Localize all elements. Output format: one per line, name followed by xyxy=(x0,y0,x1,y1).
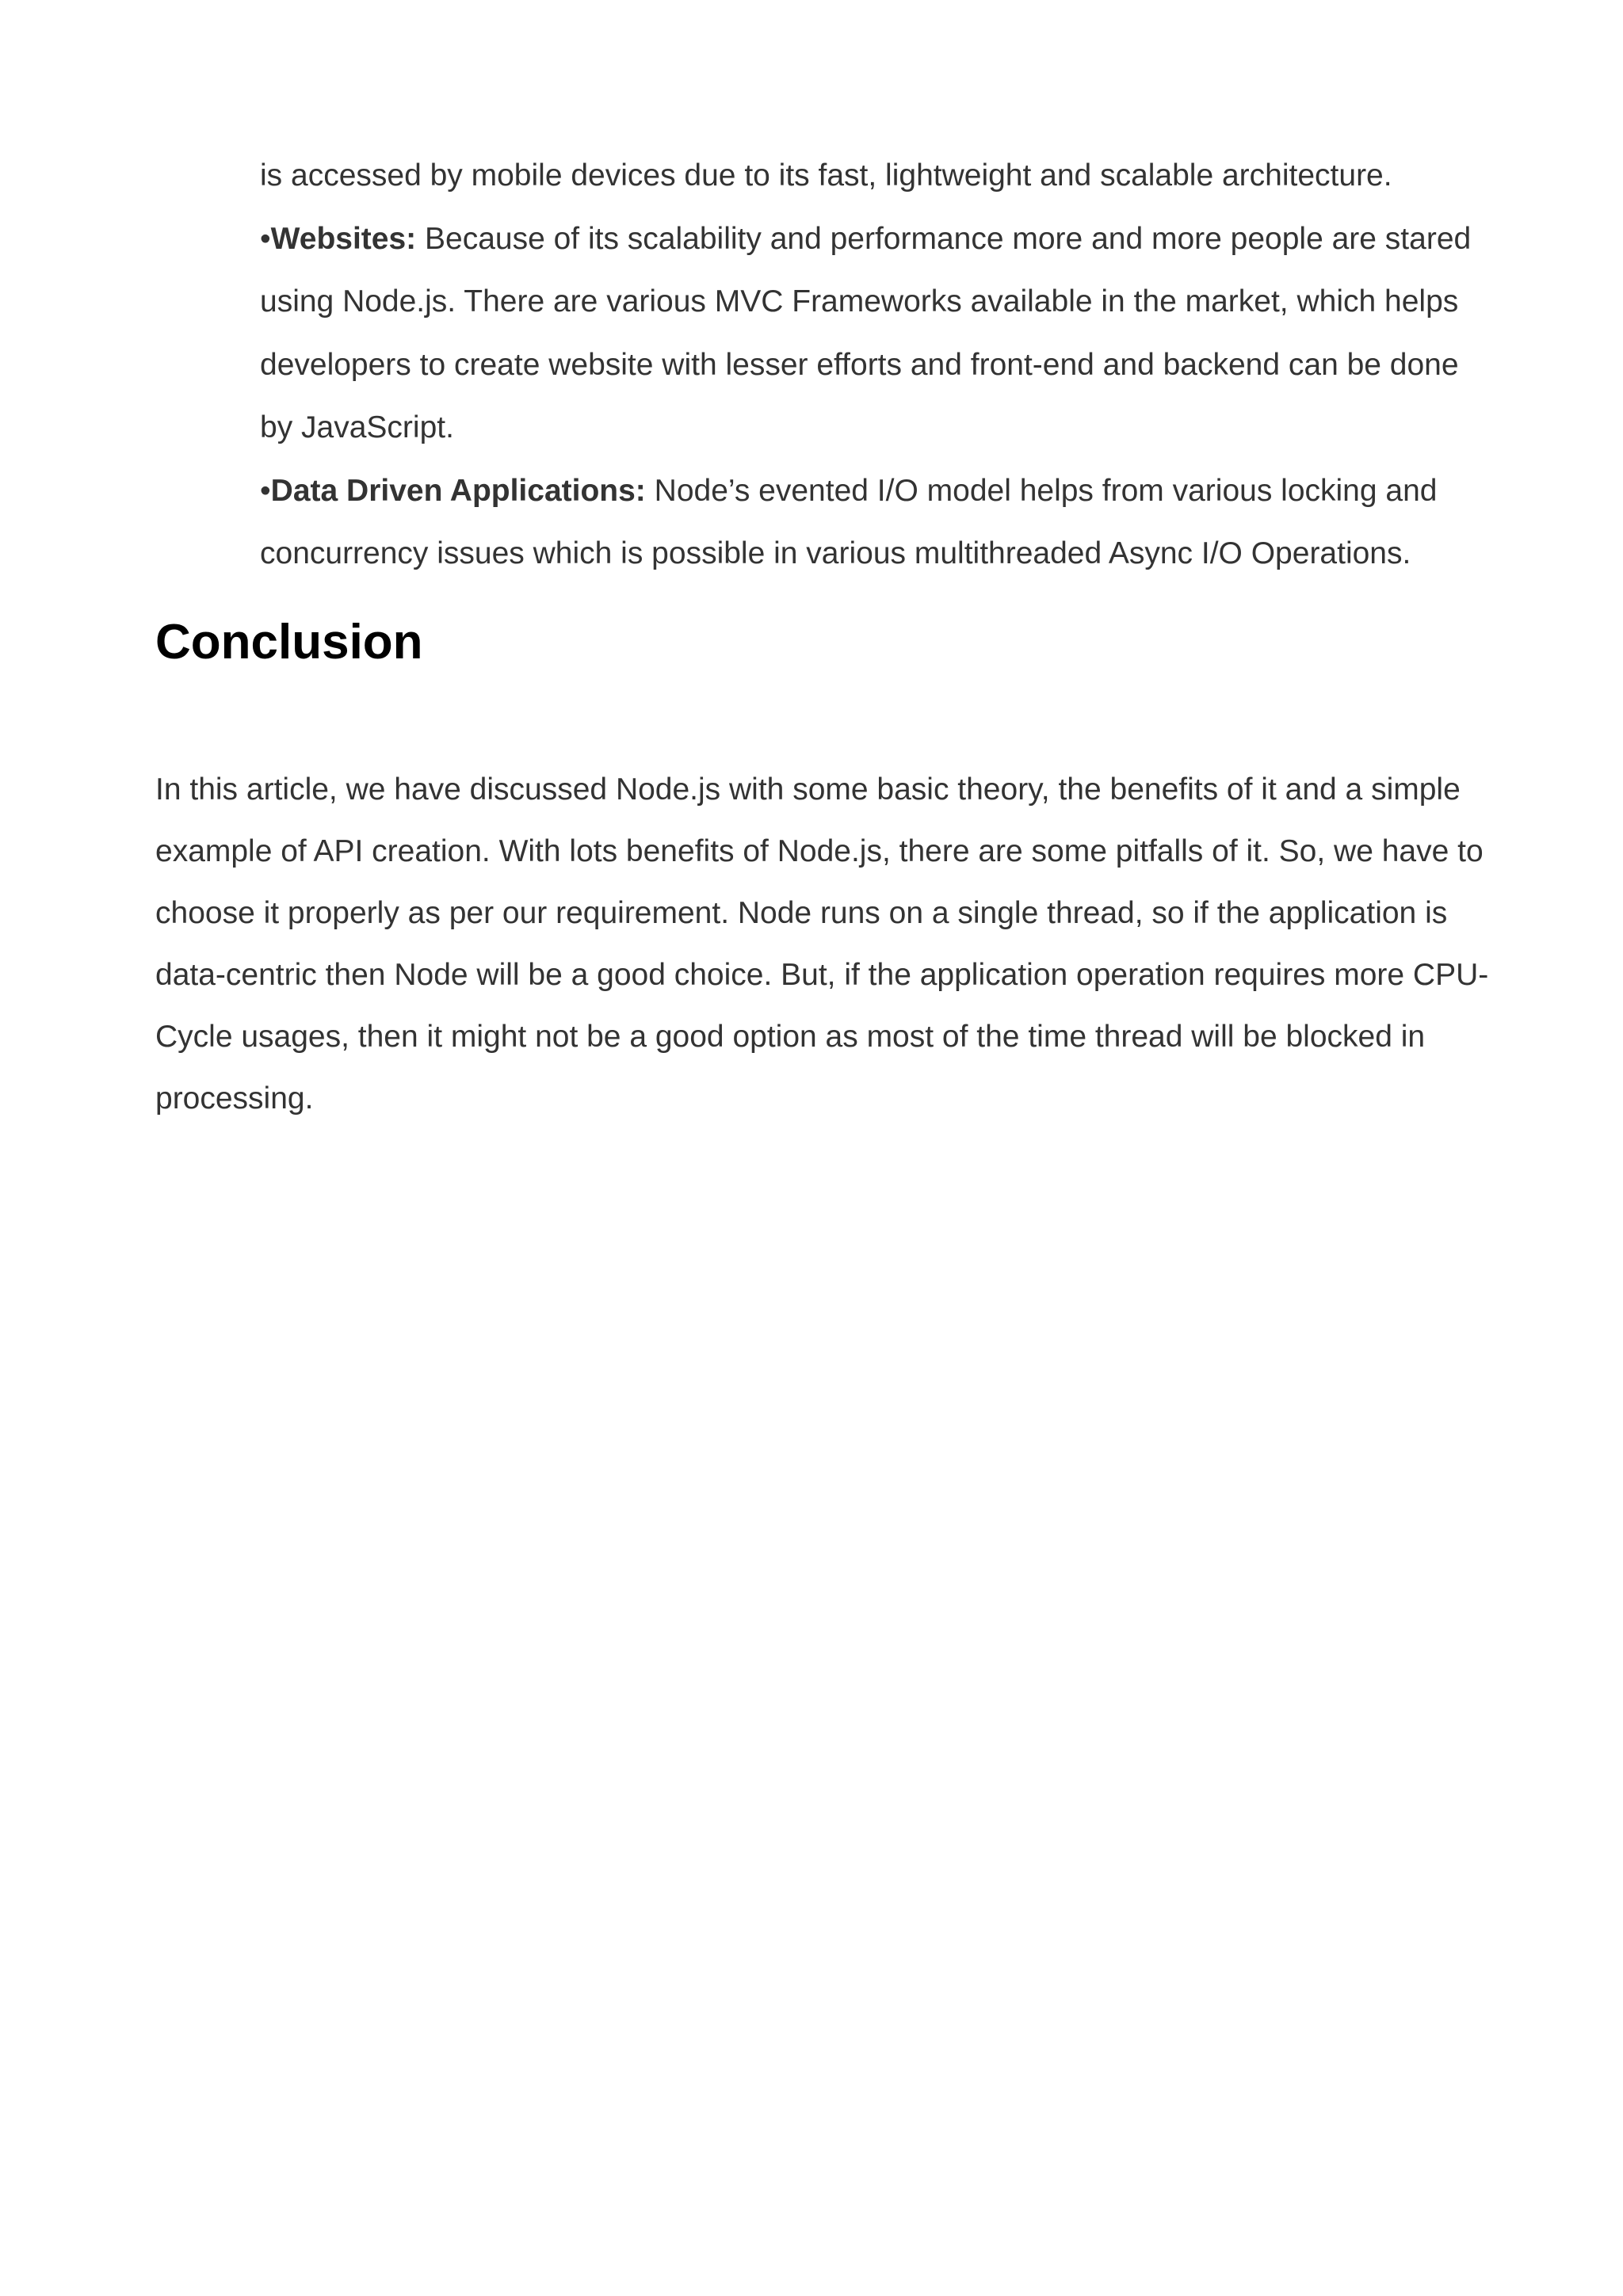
bullet-marker: • xyxy=(260,221,271,256)
list-item-text: Node’s evented I/O model helps from various locking and concurrency issues which is possible in various multithreaded Async I/O Operations. xyxy=(260,473,1438,570)
bullet-marker: • xyxy=(260,473,271,508)
list-item-label: Data Driven Applications: xyxy=(270,473,646,508)
list-item-text: Because of its scalability and performance more and more people are stared using Node.js. There are various MVC Frameworks available in the market, which helps developers to create website with lesser efforts and front-end and backend can be done by JavaScript. xyxy=(260,221,1472,444)
list-item-websites xyxy=(260,208,1496,460)
list-continuation-text: is accessed by mobile devices due to its fast, lightweight and scalable architecture. xyxy=(260,158,1392,193)
conclusion-paragraph: In this article, we have discussed Node.js with some basic theory, the benefits of it and a simple example of API creation. With lots benefits of Node.js, there are some pitfalls of it. So, we have to choose it properly as per our requirement. Node runs on a single thread, so if the application is data-centric then Node will be a good choice. But, if the application operation requires more CPU-Cycle usages, then it might not be a good option as most of the time thread will be blocked in processing. xyxy=(155,772,1489,1116)
list-item-label: Websites: xyxy=(270,221,417,256)
conclusion-heading: Conclusion xyxy=(155,615,423,669)
use-case-list xyxy=(260,144,1496,585)
list-item-data-driven-applications xyxy=(260,460,1496,585)
